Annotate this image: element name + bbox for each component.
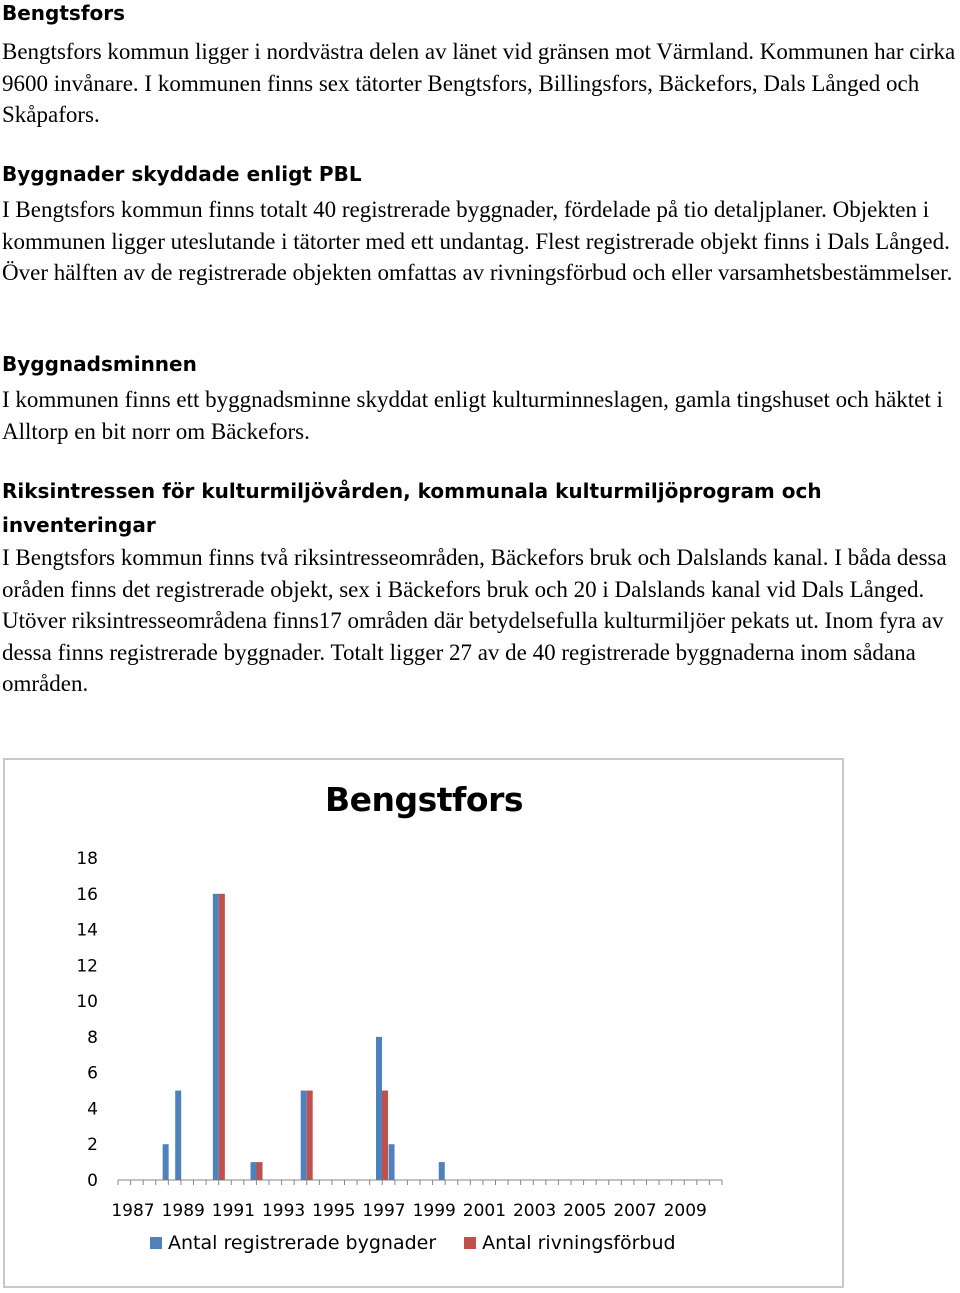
section-heading-bengtsfors: Bengtsfors	[2, 1, 126, 25]
bar-registrerade	[163, 1144, 169, 1180]
bar-registrerade	[213, 894, 219, 1180]
bar-registrerade	[175, 1091, 181, 1180]
x-tick-label: 1995	[312, 1201, 356, 1221]
section-body-riksintressen: I Bengtsfors kommun finns två riksintresseområden, Bäckefors bruk och Dalslands kanal. I båda dessa oråden finns det registrerade objekt, sex i Bäckefors bruk och 20 i Dalslands kanal vid Dals Långed. Utöver riksintresseområdena finns17 områden där betydelsefulla kulturmiljöer pekats ut. Inom fyra av dessa finns registrerade byggnader. Totalt ligger 27 av de 40 registrerade byggnaderna inom sådana områden.	[2, 545, 947, 696]
section-body-byggnadsminnen: I kommunen finns ett byggnadsminne skyddat enligt kulturminneslagen, gamla tingshuset och häktet i Alltorp en bit norr om Bäckefors.	[2, 387, 943, 444]
legend-swatch-blue	[150, 1237, 162, 1249]
legend-label-registrerade: Antal registrerade bygnader	[168, 1232, 437, 1254]
x-tick-label: 1987	[111, 1201, 155, 1221]
bar-registrerade	[389, 1144, 395, 1180]
legend-label-rivningsforbud: Antal rivningsförbud	[482, 1232, 676, 1254]
y-tick-label: 6	[87, 1063, 98, 1084]
legend-item-registrerade	[150, 1232, 436, 1254]
x-tick-label: 2001	[462, 1201, 507, 1221]
bar-rivningsforbud	[307, 1091, 313, 1180]
x-tick-label: 1989	[161, 1201, 205, 1221]
x-tick-label: 1991	[211, 1201, 256, 1221]
bar-registrerade	[376, 1037, 382, 1180]
chart-title: Bengstfors	[324, 780, 523, 819]
bar-rivningsforbud	[382, 1091, 388, 1180]
y-tick-label: 4	[87, 1099, 98, 1120]
legend-item-rivningsforbud	[464, 1232, 675, 1254]
x-tick-label: 1993	[261, 1201, 306, 1221]
y-tick-label: 18	[76, 849, 98, 869]
y-tick-label: 0	[87, 1171, 98, 1191]
bar-rivningsforbud	[257, 1162, 263, 1180]
bar-registrerade	[301, 1091, 307, 1180]
y-tick-label: 10	[76, 992, 98, 1013]
y-tick-label: 2	[87, 1135, 98, 1156]
y-tick-label: 12	[76, 956, 98, 977]
section-heading-riksintressen: Riksintressen för kulturmiljövården, kommunala kulturmiljöprogram och inventeringar	[2, 479, 822, 537]
x-tick-label: 2005	[563, 1201, 607, 1221]
legend-swatch-red	[464, 1237, 476, 1249]
x-tick-label: 1997	[362, 1201, 406, 1221]
x-tick-label: 2003	[512, 1201, 557, 1221]
section-heading-byggnadsminnen: Byggnadsminnen	[2, 352, 197, 376]
section-body-pbl: I Bengtsfors kommun finns totalt 40 registrerade byggnader, fördelade på tio detaljplaner. Objekten i kommunen ligger uteslutande i tätorter med ett undantag. Flest registrerade objekt finns i Dals Långed. Över hälften av de registrerade objekten omfattas av rivningsförbud och eller varsamhetsbestämmelser.	[2, 197, 953, 285]
x-tick-label: 2009	[663, 1201, 707, 1221]
x-tick-label: 1999	[412, 1201, 456, 1221]
y-tick-label: 8	[87, 1027, 98, 1048]
bar-registrerade	[251, 1162, 257, 1180]
bar-registrerade	[439, 1162, 445, 1180]
y-tick-label: 14	[76, 920, 98, 941]
section-heading-pbl: Byggnader skyddade enligt PBL	[2, 162, 362, 186]
section-body-bengtsfors: Bengtsfors kommun ligger i nordvästra delen av länet vid gränsen mot Värmland. Kommunen har cirka 9600 invånare. I kommunen finns sex tätorter Bengtsfors, Billingsfors, Bäckefors, Dals Långed och Skåpafors.	[2, 39, 956, 127]
chart-legend	[150, 1232, 676, 1254]
bar-rivningsforbud	[219, 894, 225, 1180]
y-tick-label: 16	[76, 884, 98, 905]
x-tick-label: 2007	[613, 1201, 657, 1221]
